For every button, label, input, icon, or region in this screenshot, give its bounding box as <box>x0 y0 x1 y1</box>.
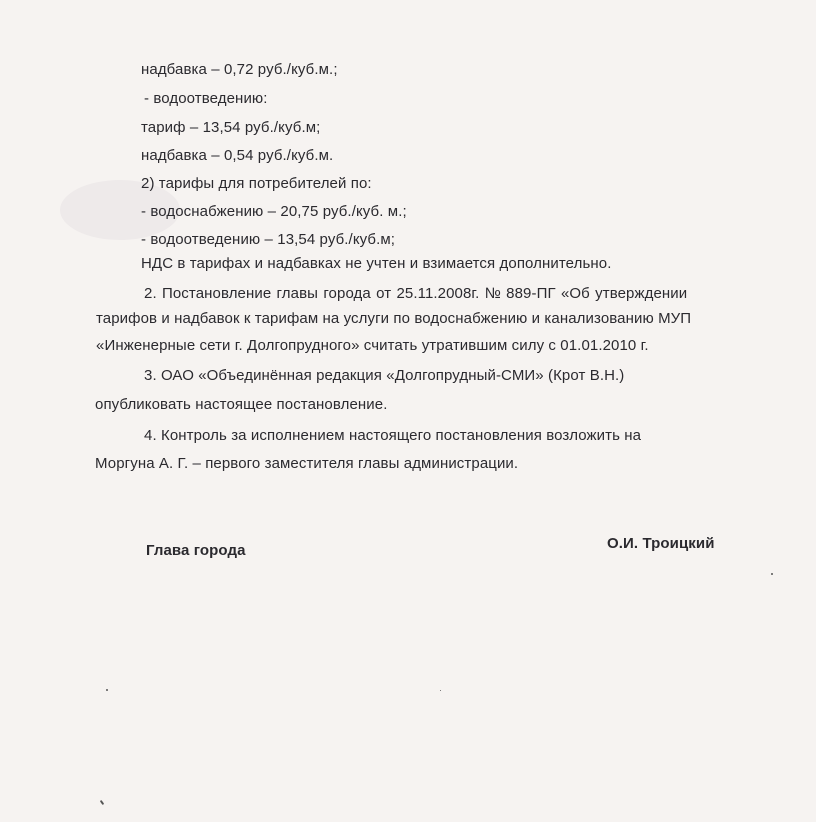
surcharge-line-1: надбавка – 0,72 руб./куб.м.; <box>141 61 338 78</box>
tariff-line: тариф – 13,54 руб./куб.м; <box>141 119 321 136</box>
vat-note: НДС в тарифах и надбавках не учтен и взимается дополнительно. <box>141 255 612 272</box>
paragraph-2-line-3: «Инженерные сети г. Долгопрудного» считать утратившим силу с 01.01.2010 г. <box>96 337 649 354</box>
paragraph-3-line-2: опубликовать настоящее постановление. <box>95 396 388 413</box>
scan-speck <box>440 690 441 691</box>
paragraph-4-line-2: Моргуна А. Г. – первого заместителя главы администрации. <box>95 455 519 472</box>
paragraph-3-line-1: 3. ОАО «Объединённая редакция «Долгопрудный-СМИ» (Крот В.Н.) <box>144 367 625 384</box>
signature-title: Глава города <box>146 542 246 559</box>
water-supply-line: - водоснабжению – 20,75 руб./куб. м.; <box>141 203 407 220</box>
scan-speck <box>771 573 773 575</box>
paragraph-2-line-1: 2. Постановление главы города от 25.11.2008г. № 889-ПГ «Об утверждении <box>144 285 688 302</box>
wastewater-line: - водоотведению – 13,54 руб./куб.м; <box>141 231 396 248</box>
surcharge-line-2: надбавка – 0,54 руб./куб.м. <box>141 147 334 164</box>
paragraph-4-line-1: 4. Контроль за исполнением настоящего постановления возложить на <box>144 427 642 444</box>
consumer-tariffs-heading: 2) тарифы для потребителей по: <box>141 175 372 192</box>
scan-speck <box>100 800 105 805</box>
paragraph-2-line-2: тарифов и надбавок к тарифам на услуги по водоснабжению и канализованию МУП <box>96 310 692 327</box>
scan-speck <box>106 689 108 691</box>
wastewater-heading: - водоотведению: <box>144 90 268 107</box>
signature-name: О.И. Троицкий <box>607 535 715 552</box>
